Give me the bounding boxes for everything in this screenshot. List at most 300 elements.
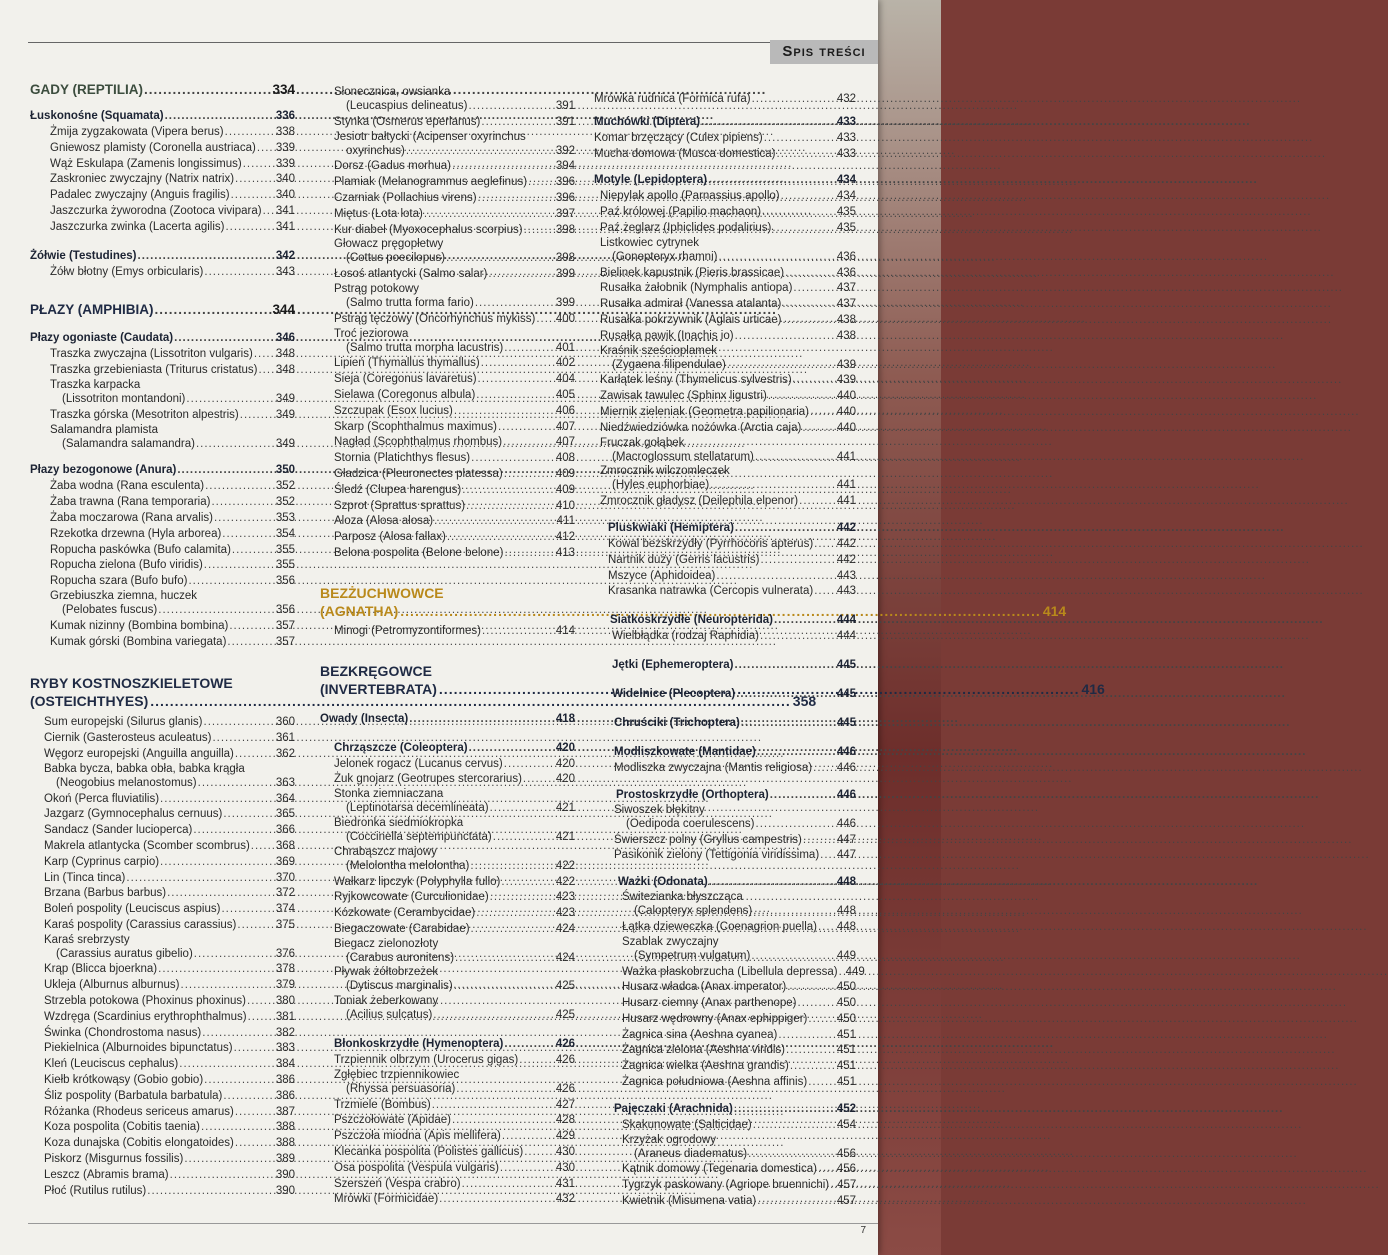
toc-entry-page: 407 xyxy=(555,420,575,433)
toc-entry-title: Śledź (Clupea harengus) xyxy=(334,483,462,496)
toc-entry-latin: (Salamandra salamandra) xyxy=(62,437,195,450)
toc-entry xyxy=(320,1192,575,1208)
toc-entry-page: 421 xyxy=(555,802,575,815)
toc-entry xyxy=(30,792,295,808)
toc-entry-page: 348 xyxy=(275,364,295,377)
toc-list xyxy=(594,189,856,510)
toc-entry-title: Ukleja (Alburnus alburnus) xyxy=(44,979,180,992)
toc-entry xyxy=(594,833,856,849)
toc-entry-page: 387 xyxy=(275,1105,295,1118)
toc-entry-latin: (Salmo trutta forma fario) xyxy=(346,296,474,309)
toc-class-agnatha-title: BEZŻUCHWOWCE xyxy=(320,584,444,601)
toc-order-testudines: Żółwie (Testudines) ..... 342 xyxy=(30,248,295,265)
toc-entry-title: Nagład (Scophthalmus rhombus) xyxy=(334,436,503,449)
toc-entry xyxy=(594,629,856,645)
toc-entry-page: 402 xyxy=(555,357,575,370)
toc-entry-title: Sielawa (Coregonus albula) xyxy=(334,388,476,401)
toc-entry-page: 457 xyxy=(837,1179,857,1192)
toc-entry-title: Szprot (Sprattus sprattus) xyxy=(334,499,466,512)
toc-entry-page: 399 xyxy=(555,296,575,309)
toc-entry-title: Ryjkowcowate (Curculionidae) xyxy=(334,891,489,904)
toc-entry xyxy=(594,904,856,920)
toc-entry xyxy=(30,543,295,559)
toc-entry xyxy=(594,537,856,553)
toc-entry-page: 420 xyxy=(555,757,575,770)
toc-class-insecta: Owady (Insecta) ..... 418 xyxy=(320,711,575,728)
toc-entry-page: 365 xyxy=(275,808,295,821)
toc-entry-latin: (Calopteryx splendens) xyxy=(634,905,753,918)
toc-entry xyxy=(320,979,575,995)
toc-entry xyxy=(320,1113,575,1129)
toc-entry-title: Husarz ciemny (Anax parthenope) xyxy=(622,997,797,1010)
toc-entry-title: Ropucha paskówka (Bufo calamita) xyxy=(50,543,231,556)
toc-entry-latin: (Leucaspius delineatus) xyxy=(346,100,468,112)
toc-list xyxy=(30,479,295,650)
toc-entry xyxy=(320,451,575,467)
toc-entry-page: 391 xyxy=(555,115,575,128)
toc-entry xyxy=(320,906,575,922)
toc-entry xyxy=(30,823,295,839)
toc-entry-title: Rzekotka drzewna (Hyla arborea) xyxy=(50,527,222,540)
toc-list xyxy=(30,715,295,1199)
toc-entry xyxy=(320,499,575,515)
toc-entry-title: Zmrocznik wilczomleczek xyxy=(600,465,730,478)
toc-entry xyxy=(30,1136,295,1152)
toc-entry xyxy=(30,1152,295,1168)
toc-entry-page: 434 xyxy=(836,190,856,203)
toc-entry-page: 408 xyxy=(555,452,575,465)
toc-entry-title: Niedźwiedziówka nożówka (Arctia caja) xyxy=(600,421,802,434)
toc-entry-title: Rusałka pokrzywnik (Aglais urticae) xyxy=(600,313,782,326)
toc-entry xyxy=(30,1041,295,1057)
toc-entry-page: 442 xyxy=(836,553,856,566)
toc-entry-page: 380 xyxy=(275,995,295,1008)
toc-entry-page: 379 xyxy=(275,979,295,992)
toc-entry-title: Lin (Tinca tinca) xyxy=(44,871,126,884)
toc-entry-title: Jesiotr bałtycki (Acipenser oxyrinchus xyxy=(334,130,526,143)
toc-list xyxy=(594,92,856,108)
toc-entry-title: Kur diabeł (Myoxocephalus scorpius) xyxy=(334,223,523,236)
toc-entry xyxy=(320,1082,575,1098)
toc-entry xyxy=(594,1028,856,1044)
toc-entry-title: Świtezianka błyszcząca xyxy=(622,891,743,904)
toc-entry-title: Skakunowate (Salticidae) xyxy=(622,1118,752,1131)
toc-entry-latin: (Araneus diadematus) xyxy=(634,1147,748,1160)
toc-entry-page: 438 xyxy=(836,313,856,326)
toc-entry-page: 405 xyxy=(555,388,575,401)
toc-entry-title: Belona pospolita (Belone belone) xyxy=(334,546,504,559)
toc-list xyxy=(594,761,856,777)
toc-class-osteichthyes: (OSTEICHTHYES) ..... 358 xyxy=(30,692,295,711)
toc-entry-title: Karaś srebrzysty xyxy=(44,933,130,946)
toc-entry-title: Mrówki (Formicidae) xyxy=(334,1193,439,1206)
toc-entry xyxy=(30,871,295,887)
toc-order-orthoptera: Prostoskrzydłe (Orthoptera) ..... 446 xyxy=(594,787,856,804)
toc-entry-title: Okoń (Perca fluviatilis) xyxy=(44,792,160,805)
toc-entry-page: 447 xyxy=(836,833,856,846)
toc-entry-page: 382 xyxy=(275,1026,295,1039)
toc-entry xyxy=(30,918,295,934)
toc-entry-page: 394 xyxy=(555,160,575,173)
toc-entry-title: Głowacz pręgopłetwy xyxy=(334,238,444,251)
toc-entry xyxy=(594,250,856,266)
toc-entry xyxy=(30,1073,295,1089)
toc-entry xyxy=(320,435,575,451)
toc-entry-page: 398 xyxy=(555,223,575,236)
toc-entry xyxy=(30,747,295,763)
toc-entry xyxy=(30,776,295,792)
toc-entry-page: 423 xyxy=(555,907,575,920)
toc-entry-title: Łątka dzieweczka (Coenagrion puella) xyxy=(622,920,817,933)
toc-entry-latin: (Pelobates fuscus) xyxy=(62,603,158,616)
toc-entry xyxy=(594,389,856,405)
toc-entry-title: Kowal bezskrzydły (Pyrrhocoris apterus) xyxy=(608,537,814,550)
toc-entry xyxy=(30,141,295,157)
toc-entry xyxy=(320,296,575,312)
toc-entry-title: Kumak górski (Bombina variegata) xyxy=(50,635,227,648)
toc-entry-page: 441 xyxy=(836,495,856,508)
toc-entry-page: 441 xyxy=(836,450,856,463)
toc-entry xyxy=(594,92,856,108)
toc-entry xyxy=(30,1168,295,1184)
toc-entry-title: Husarz władca (Anax imperator) xyxy=(622,981,787,994)
toc-entry xyxy=(30,1026,295,1042)
toc-entry-page: 457 xyxy=(836,1195,856,1208)
toc-entry-page: 451 xyxy=(836,1060,856,1073)
toc-entry-title: Traszka zwyczajna (Lissotriton vulgaris) xyxy=(50,348,253,361)
toc-entry xyxy=(30,715,295,731)
toc-entry xyxy=(594,996,856,1012)
toc-entry xyxy=(30,1184,295,1200)
toc-entry-latin: (Cottus poecilopus) xyxy=(346,252,446,265)
toc-entry-page: 428 xyxy=(555,1114,575,1127)
toc-entry-title: Rusałka żałobnik (Nymphalis antiopa) xyxy=(600,282,793,295)
toc-entry xyxy=(30,886,295,902)
toc-entry-title: Wzdręga (Scardinius erythrophthalmus) xyxy=(44,1010,247,1023)
toc-entry-page: 372 xyxy=(275,887,295,900)
toc-entry-title: Padalec zwyczajny (Anguis fragilis) xyxy=(50,189,230,202)
toc-entry-title: Świnka (Chondrostoma nasus) xyxy=(44,1026,202,1039)
toc-entry-page: 436 xyxy=(836,266,856,279)
toc-entry-latin: (Zygaena filipendulae) xyxy=(612,358,726,371)
toc-class-reptilia: GADY (REPTILIA) ..... 334 xyxy=(30,80,295,100)
toc-order-coleoptera: Chrząszcze (Coleoptera) ..... 420 xyxy=(320,740,575,757)
toc-entry-page: 412 xyxy=(555,531,575,544)
toc-entry-title: Kumak nizinny (Bombina bombina) xyxy=(50,619,229,632)
toc-entry-page: 451 xyxy=(836,1076,856,1089)
toc-entry xyxy=(30,947,295,963)
toc-entry-latin: (Carabus auronitens) xyxy=(346,951,455,964)
toc-entry-page: 454 xyxy=(836,1118,856,1131)
toc-entry-page: 437 xyxy=(836,282,856,295)
toc-entry-title: Zmrocznik gładysz (Deilephila elpenor) xyxy=(600,495,799,508)
toc-entry xyxy=(320,251,575,267)
toc-entry-page: 391 xyxy=(555,100,575,112)
toc-entry-title: Traszka karpacka xyxy=(50,378,141,391)
toc-entry xyxy=(30,619,295,635)
toc-entry-page: 433 xyxy=(836,131,856,144)
toc-entry-page: 355 xyxy=(275,559,295,572)
toc-entry-page: 362 xyxy=(275,747,295,760)
toc-entry-page: 414 xyxy=(555,624,575,637)
toc-entry xyxy=(320,356,575,372)
toc-entry-page: 370 xyxy=(275,871,295,884)
toc-entry-page: 421 xyxy=(555,830,575,843)
toc-entry xyxy=(594,1043,856,1059)
toc-entry-title: Słonecznica, owsianka xyxy=(334,86,451,98)
toc-entry-page: 338 xyxy=(275,126,295,138)
toc-entry xyxy=(30,902,295,918)
toc-entry-page: 436 xyxy=(836,250,856,263)
toc-entry xyxy=(320,483,575,499)
toc-entry-title: Sandacz (Sander lucioperca) xyxy=(44,824,193,837)
toc-entry-page: 357 xyxy=(275,635,295,648)
toc-entry-title: Grzebiuszka ziemna, huczek xyxy=(50,589,198,602)
toc-entry-title: Rusałka pawik (Inachis io) xyxy=(600,329,734,342)
toc-entry-title: Jazgarz (Gymnocephalus cernuus) xyxy=(44,808,223,821)
toc-entry-page: 366 xyxy=(275,824,295,837)
toc-entry-page: 449 xyxy=(836,949,856,962)
toc-entry xyxy=(320,420,575,436)
toc-entry-title: Karłątek leśny (Thymelicus sylvestris) xyxy=(600,374,792,387)
toc-entry-title: Leszcz (Abramis brama) xyxy=(44,1168,169,1181)
toc-entry xyxy=(30,1105,295,1121)
toc-entry-title: Nartnik duży (Gerris lacustris) xyxy=(608,553,760,566)
toc-entry-page: 356 xyxy=(275,603,295,616)
toc-entry-page: 383 xyxy=(275,1042,295,1055)
toc-entry xyxy=(320,530,575,546)
toc-entry-title: Listkowiec cytrynek xyxy=(600,236,700,249)
toc-entry xyxy=(594,1118,856,1134)
toc-entry xyxy=(320,223,575,239)
toc-entry-title: Fruczak gołąbek xyxy=(600,436,685,449)
toc-entry-title: Piekielnica (Alburnoides bipunctatus) xyxy=(44,1042,233,1055)
toc-entry-page: 448 xyxy=(836,920,856,933)
toc-order-diptera: Muchówki (Diptera) ..... 433 xyxy=(594,114,856,131)
toc-entry-title: Krasanka natrawka (Cercopis vulnerata) xyxy=(608,585,814,598)
toc-entry-title: Kwietnik (Misumena vatia) xyxy=(622,1195,757,1208)
toc-entry-title: Żagnica sina (Aeshna cyanea) xyxy=(622,1028,778,1041)
toc-entry-page: 411 xyxy=(556,515,575,528)
toc-entry xyxy=(320,624,575,640)
toc-entry-page: 427 xyxy=(555,1098,575,1111)
toc-entry-title: Tygrzyk paskowany (Agriope bruennichi) xyxy=(622,1179,830,1192)
toc-entry-latin: (Rhyssa persuasoria) xyxy=(346,1082,456,1095)
toc-entry xyxy=(30,392,295,408)
toc-entry-page: 439 xyxy=(836,358,856,371)
toc-entry xyxy=(594,421,856,437)
toc-entry-page: 422 xyxy=(555,875,575,888)
toc-entry-page: 404 xyxy=(555,373,575,386)
toc-entry-page: 443 xyxy=(836,569,856,582)
toc-entry-page: 364 xyxy=(275,792,295,805)
toc-entry-title: Troć jeziorowa xyxy=(334,327,409,340)
toc-entry xyxy=(30,978,295,994)
toc-entry-title: Gładzica (Pleuronectes platessa) xyxy=(334,467,503,480)
toc-entry-page: 343 xyxy=(275,265,295,278)
toc-entry-page: 349 xyxy=(275,392,295,405)
toc-entry-title: Szerszeń (Vespa crabro) xyxy=(334,1177,461,1190)
toc-entry xyxy=(594,965,865,981)
toc-entry-page: 424 xyxy=(555,922,575,935)
footer-rule xyxy=(28,1223,878,1224)
toc-class-amphibia: PŁAZY (AMPHIBIA) ..... 344 xyxy=(30,300,295,320)
toc-entry xyxy=(594,450,856,466)
toc-entry-title: Niepylak apollo (Parnassius apollo) xyxy=(600,190,780,203)
toc-entry-page: 429 xyxy=(555,1130,575,1143)
toc-entry-title: Boleń pospolity (Leuciscus aspius) xyxy=(44,903,221,916)
toc-entry-page: 456 xyxy=(836,1163,856,1176)
toc-entry-page: 340 xyxy=(275,173,295,186)
toc-entry-page: 352 xyxy=(275,496,295,509)
toc-entry-page: 449 xyxy=(845,965,865,978)
toc-entry xyxy=(30,1089,295,1105)
toc-entry xyxy=(320,388,575,404)
toc-entry-page: 399 xyxy=(555,268,575,281)
toc-entry-page: 357 xyxy=(275,619,295,632)
toc-entry-title: Śliz pospolity (Barbatula barbatula) xyxy=(44,1089,223,1102)
toc-entry-title: Żuk gnojarz (Geotrupes stercorarius) xyxy=(334,773,522,786)
toc-list xyxy=(594,1118,856,1210)
toc-entry-title: Stornia (Platichthys flesus) xyxy=(334,452,471,465)
toc-entry xyxy=(320,1098,575,1114)
toc-entry-page: 398 xyxy=(555,252,575,265)
toc-entry-page: 422 xyxy=(555,859,575,872)
toc-entry xyxy=(30,574,295,590)
toc-entry xyxy=(30,994,295,1010)
toc-entry-page: 406 xyxy=(555,404,575,417)
toc-entry xyxy=(30,1120,295,1136)
toc-entry-title: Dorsz (Gadus morhua) xyxy=(334,160,451,173)
toc-entry xyxy=(594,569,856,585)
toc-order-mantidae: Modliszkowate (Mantidae) ..... 446 xyxy=(594,744,856,761)
toc-entry-title: Ropucha zielona (Bufo viridis) xyxy=(50,559,203,572)
toc-entry-title: Koza pospolita (Cobitis taenia) xyxy=(44,1121,200,1134)
toc-entry-page: 401 xyxy=(555,341,575,354)
toc-entry-title: Żółw błotny (Emys orbicularis) xyxy=(50,265,204,278)
toc-entry xyxy=(320,830,575,846)
toc-entry xyxy=(594,221,856,237)
toc-entry xyxy=(320,372,575,388)
toc-entry-page: 355 xyxy=(275,543,295,556)
toc-entry-title: Gniewosz plamisty (Coronella austriaca) xyxy=(50,141,256,154)
toc-entry-title: Stonka ziemniaczana xyxy=(334,788,444,801)
toc-list xyxy=(320,624,575,640)
toc-entry-title: Makrela atlantycka (Scomber scombrus) xyxy=(44,839,250,852)
toc-entry-page: 443 xyxy=(836,585,856,598)
toc-entry-title: Rusałka admirał (Vanessa atalanta) xyxy=(600,298,782,311)
page-header-title: Spis treści xyxy=(770,40,878,64)
toc-entry-title: Klecanka pospolita (Polistes gallicus) xyxy=(334,1146,524,1159)
toc-entry-page: 349 xyxy=(275,408,295,421)
toc-entry xyxy=(594,1162,856,1178)
toc-entry-page: 353 xyxy=(275,511,295,524)
toc-entry-page: 438 xyxy=(836,329,856,342)
toc-entry-latin: (Hyles euphorbiae) xyxy=(612,479,710,492)
toc-order-anura: Płazy bezogonowe (Anura) ..... 350 xyxy=(30,462,295,479)
toc-entry-title: Wielbłądka (rodzaj Raphidia) xyxy=(612,630,760,643)
toc-entry-page: 396 xyxy=(555,191,575,204)
toc-entry-page: 339 xyxy=(275,157,295,170)
toc-entry-page: 425 xyxy=(555,1009,575,1022)
toc-entry xyxy=(594,584,856,600)
toc-entry-page: 435 xyxy=(836,221,856,234)
toc-entry-title: Aloza (Alosa alosa) xyxy=(334,515,434,528)
toc-entry-page: 375 xyxy=(275,918,295,931)
toc-entry xyxy=(30,962,295,978)
toc-entry-title: Skarp (Scophthalmus maximus) xyxy=(334,420,497,433)
toc-entry xyxy=(594,817,856,833)
toc-entry-page: 409 xyxy=(555,467,575,480)
toc-entry xyxy=(320,1177,575,1193)
toc-invertebrata: (INVERTEBRATA) ..... 416 xyxy=(320,680,575,699)
toc-entry-title: Jaszczurka zwinka (Lacerta agilis) xyxy=(50,220,225,233)
toc-entry-title: Plamiak (Melanogrammus aeglefinus) xyxy=(334,176,528,189)
toc-entry-title: Miernik zieleniak (Geometra papilionaria) xyxy=(600,405,810,418)
toc-entry xyxy=(30,408,295,424)
toc-entry xyxy=(320,1008,575,1024)
toc-entry xyxy=(30,603,295,619)
toc-entry-title: Pstrąg tęczowy (Oncorhynchus mykiss) xyxy=(334,312,536,325)
toc-entry-latin: (Dytiscus marginalis) xyxy=(346,980,453,993)
toc-entry-page: 442 xyxy=(836,537,856,550)
toc-class-osteichthyes-title: RYBY KOSTNOSZKIELETOWE xyxy=(30,675,233,692)
toc-entry xyxy=(30,1057,295,1073)
toc-entry xyxy=(320,341,575,357)
toc-entry-title: Ważka płaskobrzucha (Libellula depressa) xyxy=(622,965,838,978)
toc-entry-title: Węgorz europejski (Anguilla anguilla) xyxy=(44,747,234,760)
toc-entry xyxy=(320,757,575,773)
toc-entry-page: 389 xyxy=(275,1153,295,1166)
toc-entry-page: 354 xyxy=(275,527,295,540)
toc-entry-page: 426 xyxy=(555,1082,575,1095)
toc-entry-page: 423 xyxy=(555,891,575,904)
toc-entry xyxy=(320,1145,575,1161)
toc-entry-latin: (Coccinella septempunctata) xyxy=(346,830,492,843)
toc-list xyxy=(320,86,575,562)
toc-entry xyxy=(594,313,856,329)
toc-order-hymenoptera: Błonkoskrzydłe (Hymenoptera) ..... 426 xyxy=(320,1036,575,1053)
toc-entry xyxy=(320,175,575,191)
toc-entry-latin: (Sympetrum vulgatum) xyxy=(634,949,751,962)
toc-entry-latin: (Oedipoda coerulescens) xyxy=(626,817,755,830)
toc-entry-page: 430 xyxy=(555,1161,575,1174)
toc-entry xyxy=(30,204,295,220)
toc-entry-latin: (Neogobius melanostomus) xyxy=(56,776,197,789)
toc-entry-page: 390 xyxy=(275,1184,295,1197)
toc-entry-page: 384 xyxy=(275,1058,295,1071)
toc-entry xyxy=(320,191,575,207)
toc-list xyxy=(594,131,856,163)
toc-order-plecoptera: Widelnice (Plecoptera) ..... 445 xyxy=(594,686,856,703)
toc-order-lepidoptera: Motyle (Lepidoptera) ..... 434 xyxy=(594,172,856,189)
toc-entry-title: Biegacz zielonozłoty xyxy=(334,937,439,950)
toc-entry-title: Krzyżak ogrodowy xyxy=(622,1133,716,1146)
toc-entry xyxy=(320,859,575,875)
toc-entry xyxy=(320,514,575,530)
toc-list xyxy=(594,629,856,645)
toc-entry-title: Kózkowate (Cerambycidae) xyxy=(334,907,476,920)
toc-entry xyxy=(30,347,295,363)
toc-entry-title: Zawisak tawulec (Sphinx ligustri) xyxy=(600,390,767,403)
toc-entry-page: 339 xyxy=(275,141,295,154)
toc-entry xyxy=(594,205,856,221)
toc-class-arachnida: Pajęczaki (Arachnida) ..... 452 xyxy=(594,1101,856,1118)
toc-entry-page: 368 xyxy=(275,839,295,852)
toc-entry-page: 444 xyxy=(836,630,856,643)
toc-entry-page: 341 xyxy=(275,204,295,217)
toc-entry xyxy=(30,527,295,543)
